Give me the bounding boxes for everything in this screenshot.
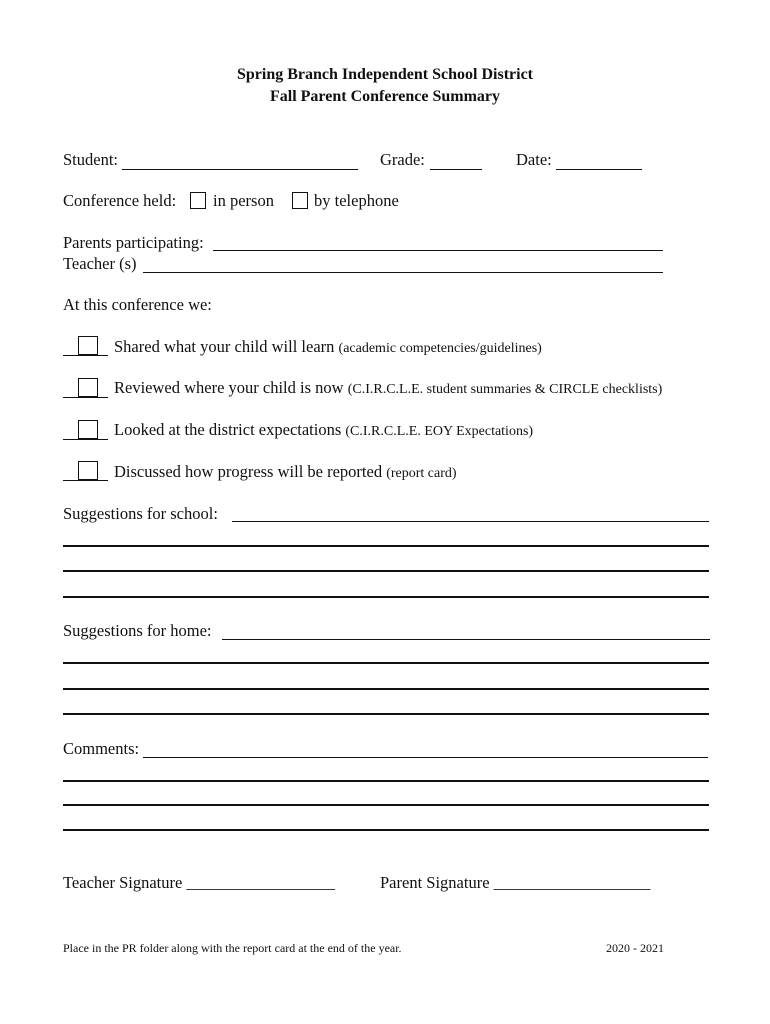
list-item bbox=[114, 420, 533, 442]
item-underline bbox=[63, 397, 108, 398]
by-telephone-label: by telephone bbox=[314, 191, 399, 210]
date-field[interactable] bbox=[556, 169, 642, 170]
date-label: Date: bbox=[516, 150, 552, 169]
item-main: Looked at the district expectations bbox=[114, 420, 342, 439]
school-year: 2020 - 2021 bbox=[606, 941, 664, 955]
item-main: Shared what your child will learn bbox=[114, 337, 335, 356]
item-underline bbox=[63, 480, 108, 481]
grade-field[interactable] bbox=[430, 169, 482, 170]
teacher-signature-field[interactable]: Teacher Signature __________________ bbox=[63, 873, 335, 892]
progress-reporting-checkbox[interactable] bbox=[78, 461, 98, 480]
item-note: (C.I.R.C.L.E. student summaries & CIRCLE checklists) bbox=[347, 382, 663, 397]
by-telephone-checkbox[interactable] bbox=[292, 192, 308, 209]
comments-line[interactable] bbox=[63, 780, 709, 782]
home-suggestions-line[interactable] bbox=[63, 662, 709, 664]
home-suggestions-field[interactable] bbox=[222, 639, 710, 640]
in-person-checkbox[interactable] bbox=[190, 192, 206, 209]
school-suggestions-line[interactable] bbox=[63, 545, 709, 547]
item-main: Reviewed where your child is now bbox=[114, 378, 344, 397]
shared-learning-checkbox[interactable] bbox=[78, 336, 98, 355]
item-note: (academic competencies/guidelines) bbox=[338, 341, 542, 356]
parent-signature-field[interactable]: Parent Signature ___________________ bbox=[380, 873, 651, 892]
item-underline bbox=[63, 439, 108, 440]
item-note: (C.I.R.C.L.E. EOY Expectations) bbox=[345, 424, 534, 439]
item-underline bbox=[63, 355, 108, 356]
home-suggestions-line[interactable] bbox=[63, 688, 709, 690]
student-label: Student: bbox=[63, 150, 119, 169]
school-suggestions-label: Suggestions for school: bbox=[63, 504, 218, 523]
in-person-label: in person bbox=[213, 191, 274, 210]
home-suggestions-line[interactable] bbox=[63, 713, 709, 715]
list-item bbox=[114, 378, 662, 400]
school-suggestions-line[interactable] bbox=[63, 570, 709, 572]
district-name: Spring Branch Independent School District bbox=[236, 66, 534, 83]
item-main: Discussed how progress will be reported bbox=[114, 462, 383, 481]
comments-label: Comments: bbox=[63, 739, 140, 758]
comments-line[interactable] bbox=[63, 804, 709, 806]
item-note: (report card) bbox=[386, 466, 457, 481]
form-title: Fall Parent Conference Summary bbox=[269, 88, 501, 105]
teacher-label: Teacher (s) bbox=[63, 254, 137, 273]
parents-label: Parents participating: bbox=[63, 233, 204, 252]
home-suggestions-label: Suggestions for home: bbox=[63, 621, 212, 640]
conference-intro: At this conference we: bbox=[63, 295, 212, 314]
grade-label: Grade: bbox=[380, 150, 425, 169]
reviewed-progress-checkbox[interactable] bbox=[78, 378, 98, 397]
comments-field[interactable] bbox=[143, 757, 708, 758]
teacher-field[interactable] bbox=[143, 272, 663, 273]
school-suggestions-line[interactable] bbox=[63, 596, 709, 598]
list-item bbox=[114, 337, 542, 359]
parents-field[interactable] bbox=[213, 250, 663, 251]
conference-held-label: Conference held: bbox=[63, 191, 177, 210]
list-item bbox=[114, 462, 457, 484]
footer-note: Place in the PR folder along with the report card at the end of the year. bbox=[63, 941, 402, 955]
district-expectations-checkbox[interactable] bbox=[78, 420, 98, 439]
comments-line[interactable] bbox=[63, 829, 709, 831]
school-suggestions-field[interactable] bbox=[232, 521, 709, 522]
student-field[interactable] bbox=[122, 169, 358, 170]
